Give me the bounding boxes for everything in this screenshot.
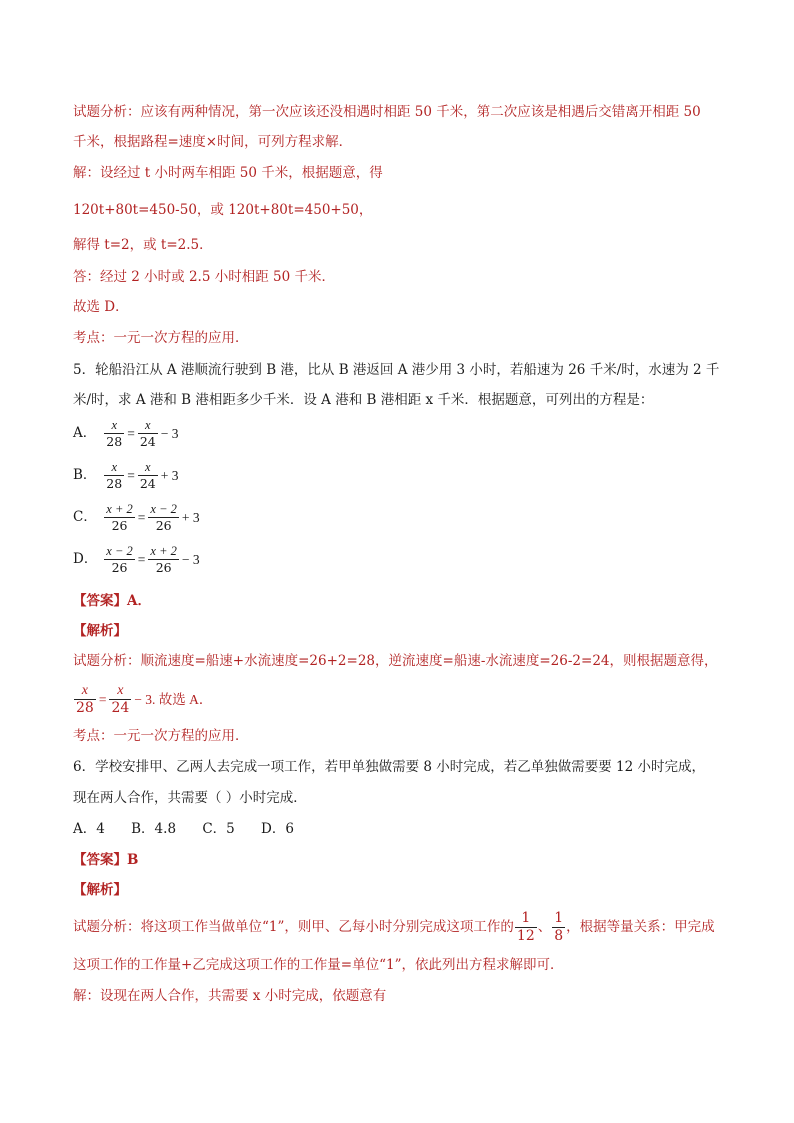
analysis-line-1: 试题分析：应该有两种情况，第一次应该还没相遇时相距 50 千米，第二次应该是相遇后交错离开相距 50 xyxy=(73,104,701,120)
analysis-line-2: 千米，根据路程=速度×时间，可列方程求解． xyxy=(73,134,353,150)
numerator: x xyxy=(138,418,158,434)
fraction xyxy=(515,910,537,945)
fraction xyxy=(552,910,565,945)
denominator: 28 xyxy=(106,434,123,449)
denominator: 8 xyxy=(554,928,564,944)
denominator: 26 xyxy=(111,518,128,533)
denominator: 26 xyxy=(155,560,172,575)
question-5-line-1: 5．轮船沿江从 A 港顺流行驶到 B 港，比从 B 港返回 A 港少用 3 小时，若船速为 26 千米/时，水速为 2 千 xyxy=(73,362,720,378)
answer-label: 【答案】A． xyxy=(73,593,151,609)
kaodian-line: 考点：一元一次方程的应用． xyxy=(73,330,249,346)
fraction xyxy=(148,544,178,575)
option-label: A． xyxy=(73,425,97,441)
denominator: 28 xyxy=(76,700,94,716)
choice-b: B．4.8 xyxy=(131,821,177,837)
fraction xyxy=(104,544,134,575)
option-a xyxy=(73,418,180,449)
analysis-heading: 【解析】 xyxy=(73,882,127,898)
analysis-equation xyxy=(73,682,214,717)
analysis-prefix: 试题分析：将这项工作当做单位“1”，则甲、乙每小时分别完成这项工作的 xyxy=(73,919,514,935)
fraction xyxy=(74,682,96,717)
numerator: x + 2 xyxy=(150,544,177,558)
equals-sign: = xyxy=(127,467,135,483)
option-b xyxy=(73,460,180,491)
numerator: x xyxy=(74,682,96,700)
denominator: 24 xyxy=(139,434,156,449)
choice-d: D．6 xyxy=(261,821,294,837)
question-6-line-1: 6．学校安排甲、乙两人去完成一项工作，若甲单独做需要 8 小时完成，若乙单独做需要要 12 小时完成， xyxy=(73,759,706,775)
solution-answer: 答：经过 2 小时或 2.5 小时相距 50 千米． xyxy=(73,269,335,285)
analysis-suffix: ，根据等量关系：甲完成 xyxy=(566,919,715,935)
fraction xyxy=(109,682,131,717)
analysis-text-2: 这项工作的工作量+乙完成这项工作的工作量=单位“1”，依此列出方程求解即可． xyxy=(73,957,564,973)
question-5-line-2: 米/时，求 A 港和 B 港相距多少千米．设 A 港和 B 港相距 x 千米．根据题意，可列出的方程是： xyxy=(73,392,654,408)
choice-a: A．4 xyxy=(73,821,105,837)
denominator: 12 xyxy=(516,928,535,944)
fraction xyxy=(148,502,178,533)
option-label: D． xyxy=(73,551,98,567)
fraction xyxy=(138,460,158,491)
question-6-choices xyxy=(73,820,316,838)
option-tail: + 3 xyxy=(160,467,179,483)
equation-tail: − 3. 故选 A． xyxy=(134,691,213,707)
analysis-heading: 【解析】 xyxy=(73,623,127,639)
separator: 、 xyxy=(537,919,552,935)
option-tail: − 3 xyxy=(181,551,200,567)
fraction xyxy=(104,502,134,533)
fraction xyxy=(104,418,124,449)
choice-c: C．5 xyxy=(202,821,235,837)
equals-sign: = xyxy=(137,509,146,525)
option-label: B． xyxy=(73,467,97,483)
equals-sign: = xyxy=(98,691,107,707)
kaodian-line: 考点：一元一次方程的应用． xyxy=(73,728,249,744)
question-6-line-2: 现在两人合作，共需要（ ）小时完成． xyxy=(73,790,307,806)
denominator: 28 xyxy=(106,476,123,491)
answer-label: 【答案】B xyxy=(73,852,139,868)
analysis-text-1 xyxy=(73,910,715,945)
option-label: C． xyxy=(73,509,97,525)
numerator: x xyxy=(104,460,124,476)
denominator: 24 xyxy=(139,476,156,491)
option-tail: − 3 xyxy=(160,425,179,441)
option-c xyxy=(73,502,202,533)
numerator: x + 2 xyxy=(106,502,133,516)
numerator: 1 xyxy=(554,910,564,926)
denominator: 26 xyxy=(155,518,172,533)
analysis-text: 试题分析：顺流速度=船速+水流速度=26+2=28，逆流速度=船速-水流速度=26-2=24，则根据题意得， xyxy=(73,653,718,669)
numerator: x − 2 xyxy=(106,544,133,558)
solution-result: 解得 t=2，或 t=2.5． xyxy=(73,237,213,253)
numerator: x xyxy=(104,418,124,434)
denominator: 24 xyxy=(111,700,130,716)
numerator: x − 2 xyxy=(150,502,177,516)
solution-line: 解：设现在两人合作，共需要 x 小时完成，依题意有 xyxy=(73,988,387,1004)
solution-choice: 故选 D． xyxy=(73,299,129,315)
option-d xyxy=(73,544,202,575)
equals-sign: = xyxy=(137,551,146,567)
option-tail: + 3 xyxy=(181,509,200,525)
fraction xyxy=(104,460,124,491)
solution-line-1: 解：设经过 t 小时两车相距 50 千米，根据题意，得 xyxy=(73,165,383,181)
solution-equation: 120t+80t=450-50，或 120t+80t=450+50， xyxy=(73,202,373,218)
equals-sign: = xyxy=(127,425,135,441)
numerator: x xyxy=(109,682,131,700)
numerator: 1 xyxy=(515,910,537,928)
fraction xyxy=(138,418,158,449)
denominator: 26 xyxy=(111,560,128,575)
numerator: x xyxy=(138,460,158,476)
